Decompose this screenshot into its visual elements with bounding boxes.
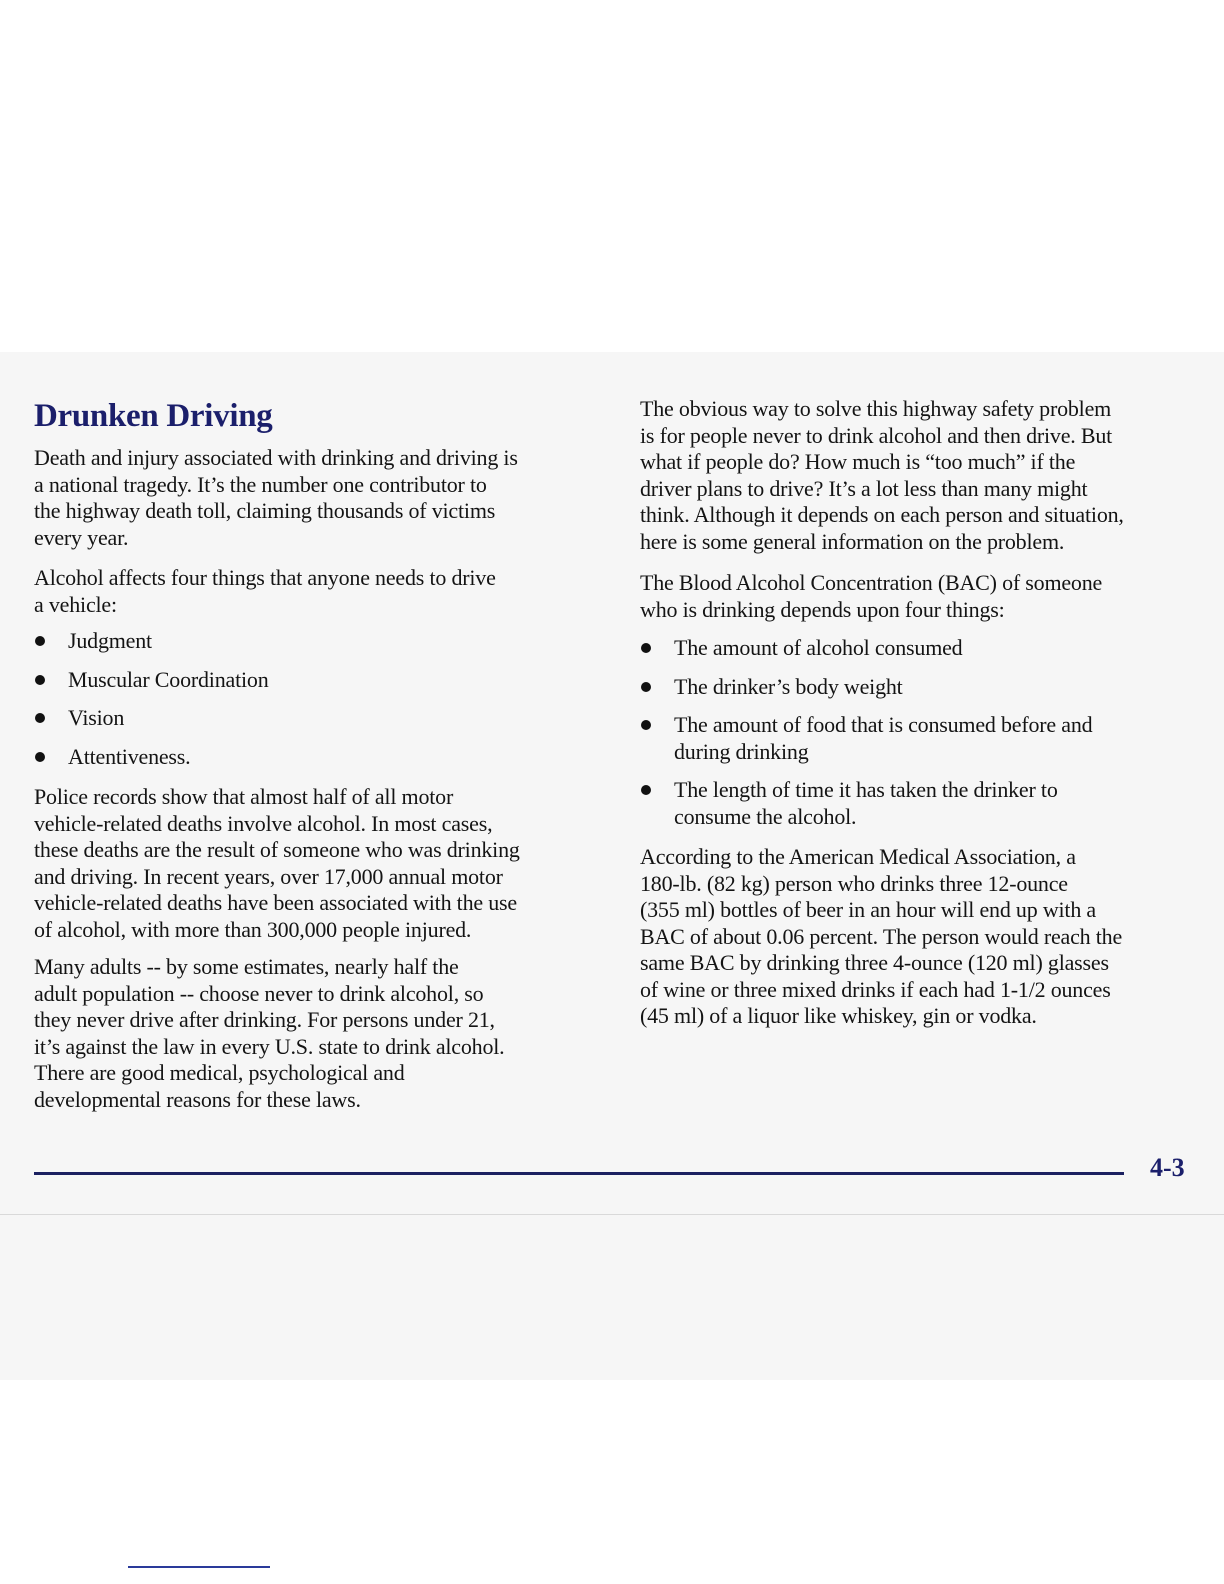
- affects-paragraph: [34, 565, 496, 618]
- bullet-icon: [35, 675, 45, 685]
- intro-line: the highway death toll, claiming thousands of victims: [34, 498, 496, 523]
- ama-line: of wine or three mixed drinks if each had 1-1/2 ounces: [640, 976, 1111, 1002]
- bullet-icon: [35, 713, 45, 723]
- footer-rule: [34, 1172, 1124, 1175]
- adults-line: it’s against the law in every U.S. state to drink alcohol.: [34, 1033, 505, 1059]
- bullet-icon: [35, 752, 45, 762]
- list-item-text: Attentiveness.: [68, 743, 191, 769]
- section-heading: Drunken Driving: [34, 398, 273, 434]
- list-item: [34, 628, 269, 655]
- bullet-icon: [641, 643, 651, 653]
- bac-factors-list: [640, 635, 1092, 830]
- list-item-text: consume the alcohol.: [674, 803, 857, 829]
- ama-line: (45 ml) of a liquor like whiskey, gin or vodka.: [640, 1003, 1037, 1028]
- bullet-icon: [35, 636, 45, 646]
- obvious-line: driver plans to drive? It’s a lot less than many might: [640, 475, 1088, 501]
- list-item-text: The drinker’s body weight: [674, 673, 903, 699]
- bullet-icon: [641, 720, 651, 730]
- intro-line: a national tragedy. It’s the number one contributor to: [34, 471, 487, 497]
- manual-page: [0, 352, 1224, 1380]
- obvious-line: think. Although it depends on each person and situation,: [640, 502, 1124, 527]
- adults-line: Many adults -- by some estimates, nearly half the: [34, 954, 459, 979]
- list-item: [640, 674, 1092, 701]
- bullet-icon: [641, 682, 651, 692]
- obvious-line: here is some general information on the problem.: [640, 528, 1065, 554]
- bac-paragraph: [640, 570, 1102, 623]
- police-line: of alcohol, with more than 300,000 people injured.: [34, 916, 472, 942]
- page-edge-line: [0, 1214, 1224, 1215]
- list-item: [34, 705, 269, 732]
- intro-line: every year.: [34, 524, 129, 550]
- bac-line: The Blood Alcohol Concentration (BAC) of someone: [640, 570, 1103, 595]
- ama-line: same BAC by drinking three 4-ounce (120 ml) glasses: [640, 950, 1109, 975]
- page-number: 4-3: [1150, 1153, 1185, 1182]
- adults-line: adult population -- choose never to drink alcohol, so: [34, 980, 484, 1006]
- adults-line: There are good medical, psychological and: [34, 1060, 405, 1085]
- list-item: [34, 667, 269, 694]
- police-records-paragraph: [34, 784, 520, 943]
- list-item-text: The amount of alcohol consumed: [674, 635, 963, 660]
- ama-line: 180-lb. (82 kg) person who drinks three 12-ounce: [640, 870, 1068, 896]
- adults-paragraph: [34, 954, 504, 1113]
- affects-line: a vehicle:: [34, 591, 117, 617]
- affects-line: Alcohol affects four things that anyone needs to drive: [34, 565, 496, 590]
- bullet-icon: [641, 785, 651, 795]
- intro-line: Death and injury associated with drinking and driving is: [34, 445, 518, 470]
- adults-line: developmental reasons for these laws.: [34, 1086, 361, 1112]
- police-line: vehicle-related deaths involve alcohol. In most cases,: [34, 810, 493, 836]
- affects-list: [34, 628, 269, 770]
- list-item: [34, 744, 269, 771]
- list-item: [640, 777, 1092, 830]
- adults-line: they never drive after drinking. For persons under 21,: [34, 1007, 495, 1032]
- police-line: Police records show that almost half of all motor: [34, 784, 454, 809]
- ama-line: BAC of about 0.06 percent. The person would reach the: [640, 923, 1123, 949]
- list-item: [640, 712, 1092, 765]
- list-item-text: Vision: [68, 705, 125, 730]
- police-line: and driving. In recent years, over 17,000 annual motor: [34, 863, 503, 889]
- list-item-text: The amount of food that is consumed before and: [674, 712, 1093, 737]
- list-item-text: Muscular Coordination: [68, 666, 269, 692]
- police-line: these deaths are the result of someone who was drinking: [34, 837, 520, 862]
- bac-line: who is drinking depends upon four things:: [640, 596, 1005, 622]
- police-line: vehicle-related deaths have been associated with the use: [34, 890, 517, 915]
- obvious-line: is for people never to drink alcohol and then drive. But: [640, 422, 1113, 448]
- obvious-way-paragraph: [640, 396, 1124, 555]
- obvious-line: what if people do? How much is “too much” if the: [640, 449, 1076, 474]
- bottom-divider: [128, 1566, 270, 1568]
- ama-line: (355 ml) bottles of beer in an hour will end up with a: [640, 897, 1096, 922]
- list-item: [640, 635, 1092, 662]
- list-item-text: Judgment: [68, 628, 152, 653]
- ama-paragraph: [640, 844, 1122, 1030]
- obvious-line: The obvious way to solve this highway safety problem: [640, 396, 1112, 421]
- ama-line: According to the American Medical Association, a: [640, 844, 1076, 869]
- list-item-text: The length of time it has taken the drinker to: [674, 777, 1058, 802]
- list-item-text: during drinking: [674, 738, 809, 764]
- intro-paragraph: [34, 445, 518, 551]
